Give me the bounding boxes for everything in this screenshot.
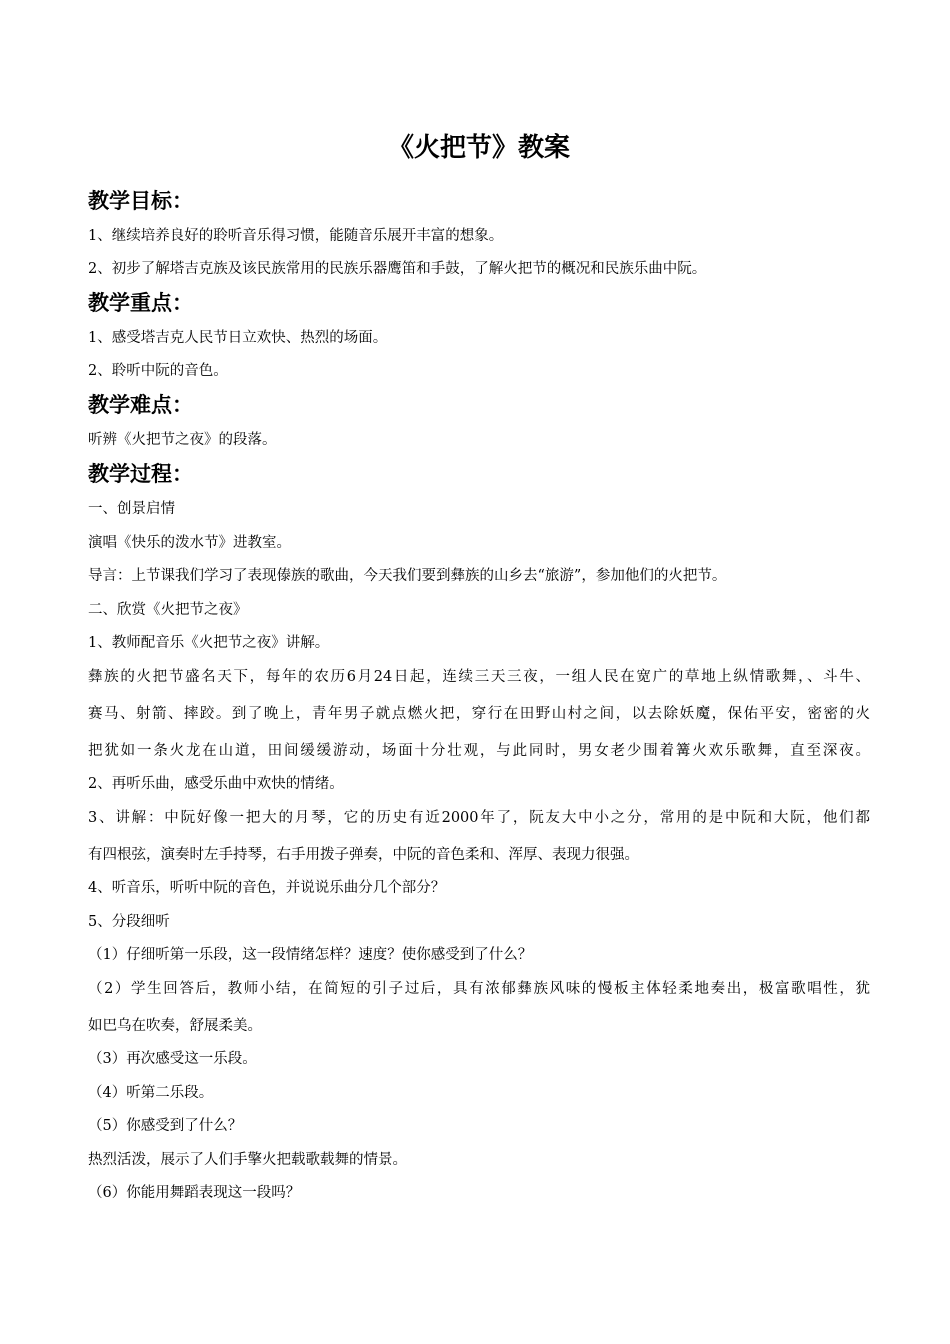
process-line: 二、欣赏《火把节之夜》 bbox=[88, 602, 248, 618]
key-point-item: 1、感受塔吉克人民节日立欢快、热烈的场面。 bbox=[88, 330, 388, 346]
process-line: 一、创景启情 bbox=[88, 501, 175, 517]
process-line: 如巴乌在吹奏，舒展柔美。 bbox=[88, 1018, 262, 1034]
process-line: 4、听音乐，听听中阮的音色，并说说乐曲分几个部分？ bbox=[88, 880, 446, 896]
process-line: 赛马、射箭、摔跤。到了晚上，青年男子就点燃火把，穿行在田野山村之间，以去除妖魔，保佑平安，密密的火 bbox=[88, 706, 870, 722]
section-heading-key-points: 教学重点： bbox=[88, 291, 193, 315]
process-line: （2）学生回答后，教师小结，在简短的引子过后，具有浓郁彝族风味的慢板主体轻柔地奏出，极富歌唱性，犹 bbox=[88, 981, 870, 997]
process-line: （6）你能用舞蹈表现这一段吗？ bbox=[88, 1185, 301, 1201]
section-heading-goals: 教学目标： bbox=[88, 189, 193, 213]
process-line: （1）仔细听第一乐段，这一段情绪怎样？速度？使你感受到了什么？ bbox=[88, 947, 533, 963]
process-line: 有四根弦，演奏时左手持琴，右手用拨子弹奏，中阮的音色柔和、浑厚、表现力很强。 bbox=[88, 847, 639, 863]
process-line: 导言：上节课我们学习了表现傣族的歌曲，今天我们要到彝族的山乡去“旅游”，参加他们的火把节。 bbox=[88, 568, 727, 584]
process-line: 演唱《快乐的泼水节》进教室。 bbox=[88, 535, 291, 551]
process-line: 3、讲解：中阮好像一把大的月琴，它的历史有近2000年了，阮友大中小之分，常用的是中阮和大阮，他们都 bbox=[88, 810, 870, 826]
difficulty-item: 听辨《火把节之夜》的段落。 bbox=[88, 432, 277, 448]
section-heading-difficulties: 教学难点： bbox=[88, 393, 193, 417]
goal-item: 2、初步了解塔吉克族及该民族常用的民族乐器鹰笛和手鼓，了解火把节的概况和民族乐曲中阮。 bbox=[88, 261, 707, 277]
process-line: 把犹如一条火龙在山道，田间缓缓游动，场面十分壮观，与此同时，男女老少围着篝火欢乐歌舞，直至深夜。 bbox=[88, 743, 870, 759]
process-line: （5）你感受到了什么？ bbox=[88, 1118, 243, 1134]
process-line: 彝族的火把节盛名天下，每年的农历6月24日起，连续三天三夜，一组人民在宽广的草地上纵情歌舞，、斗牛、 bbox=[88, 669, 870, 685]
process-line: 1、教师配音乐《火把节之夜》讲解。 bbox=[88, 635, 330, 651]
process-line: （3）再次感受这一乐段。 bbox=[88, 1051, 257, 1067]
process-line: 热烈活泼，展示了人们手擎火把载歌载舞的情景。 bbox=[88, 1152, 407, 1168]
section-heading-process: 教学过程： bbox=[88, 462, 193, 486]
document-title: 《火把节》教案 bbox=[387, 133, 570, 163]
key-point-item: 2、聆听中阮的音色。 bbox=[88, 363, 228, 379]
process-line: 5、分段细听 bbox=[88, 914, 170, 930]
goal-item: 1、继续培养良好的聆听音乐得习惯，能随音乐展开丰富的想象。 bbox=[88, 228, 504, 244]
process-line: 2、再听乐曲，感受乐曲中欢快的情绪。 bbox=[88, 776, 344, 792]
process-line: （4）听第二乐段。 bbox=[88, 1085, 214, 1101]
